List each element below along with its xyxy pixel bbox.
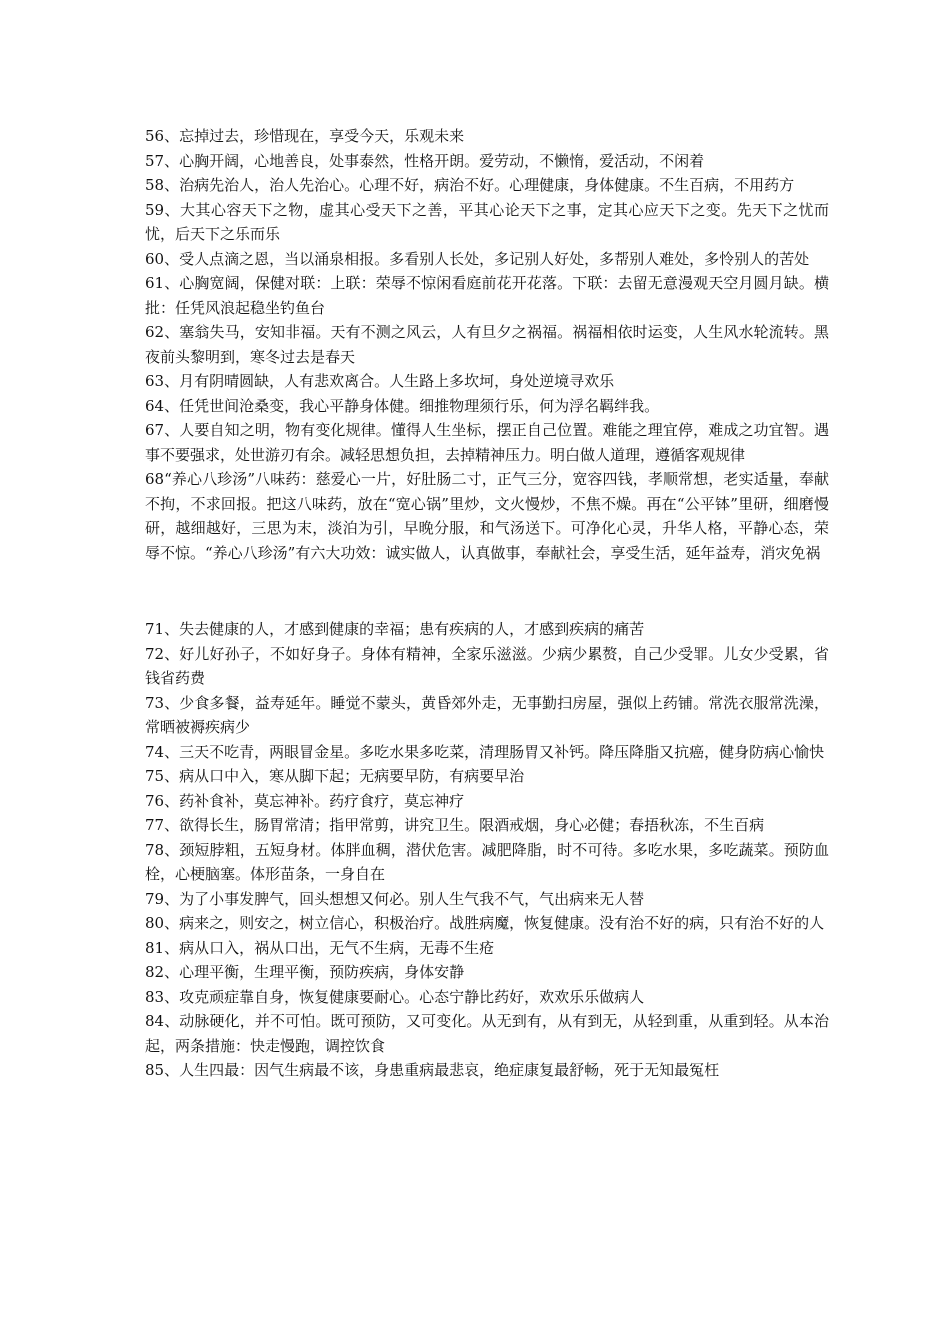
paragraph-73: 73、少食多餐，益寿延年。睡觉不蒙头，黄昏郊外走，无事勤扫房屋，强似上药铺。常洗衣服常洗澡，常晒被褥疾病少 [145,693,829,736]
paragraph-57: 57、心胸开阔，心地善良，处事泰然，性格开朗。爱劳动，不懒惰，爱活动，不闲着 [145,151,705,170]
paragraph-62: 62、塞翁失马，安知非福。天有不测之风云，人有旦夕之祸福。祸福相依时运变，人生风水轮流转。黑夜前头黎明到，寒冬过去是春天 [145,323,829,366]
paragraph-85: 85、人生四最：因气生病最不该，身患重病最悲哀，绝症康复最舒畅，死于无知最冤枉 [145,1061,720,1079]
paragraph-78: 78、颈短脖粗，五短身材。体胖血稠，潜伏危害。减肥降脂，时不可待。多吃水果，多吃蔬菜。预防血栓，心梗脑塞。体形苗条，一身自在 [145,840,829,883]
paragraph-72: 72、好儿好孙子，不如好身子。身体有精神，全家乐滋滋。少病少累赘，自己少受罪。儿女少受累，省钱省药费 [145,644,829,687]
paragraph-67: 67、人要自知之明，物有变化规律。懂得人生坐标，摆正自己位置。难能之理宜停，难成之功宜智。遇事不要强求，处世游刃有余。减轻思想负担，去掉精神压力。明白做人道理，遵循客观规律 [145,421,829,464]
paragraph-83: 83、攻克顽症靠自身，恢复健康要耐心。心态宁静比药好，欢欢乐乐做病人 [145,987,645,1006]
paragraph-68: 68“养心八珍汤”八味药：慈爱心一片，好肚肠二寸，正气三分，宽容四钱，孝顺常想，老实适量，奉献不拘，不求回报。把这八味药，放在“宽心锅”里炒，文火慢炒，不焦不燥。再在“公平钵”里研，细磨慢研，越细越好，三思为末，淡泊为引，早晚分服，和气汤送下。可净化心灵，升华人格，平静心态，荣辱不惊。“养心八珍汤”有六大功效：诚实做人，认真做事，奉献社会，享受生活，延年益寿，消灾免祸 [145,470,829,562]
paragraph-82: 82、心理平衡，生理平衡，预防疾病，身体安静 [145,963,465,981]
paragraph-64: 64、任凭世间沧桑变，我心平静身体健。细推物理须行乐，何为浮名羁绊我。 [145,396,660,415]
paragraph-84: 84、动脉硬化，并不可怕。既可预防，又可变化。从无到有，从有到无，从轻到重，从重到轻。从本治起，两条措施：快走慢跑，调控饮食 [145,1012,829,1055]
paragraph-59: 59、大其心容天下之物，虚其心受天下之善，平其心论天下之事，定其心应天下之变。先天下之忧而忧，后天下之乐而乐 [145,200,829,243]
paragraph-74: 74、三天不吃青，两眼冒金星。多吃水果多吃菜，清理肠胃又补钙。降压降脂又抗癌，健身防病心愉快 [145,742,825,761]
section-health-mind [145,124,829,565]
paragraph-76: 76、药补食补，莫忘神补。药疗食疗，莫忘神疗 [145,791,465,810]
document-page [145,124,829,1083]
paragraph-58: 58、治病先治人，治人先治心。心理不好，病治不好。心理健康，身体健康。不生百病，不用药方 [145,176,795,194]
paragraph-77: 77、欲得长生，肠胃常清；指甲常剪，讲究卫生。限酒戒烟，身心必健；春捂秋冻，不生百病 [145,816,765,834]
paragraph-61: 61、心胸宽阔，保健对联：上联：荣辱不惊闲看庭前花开花落。下联：去留无意漫观天空月圆月缺。横批：任凭风浪起稳坐钓鱼台 [145,274,829,317]
paragraph-71: 71、失去健康的人，才感到健康的幸福；患有疾病的人，才感到疾病的痛苦 [145,620,645,638]
paragraph-80: 80、病来之，则安之，树立信心，积极治疗。战胜病魔，恢复健康。没有治不好的病，只有治不好的人 [145,914,825,932]
paragraph-56: 56、忘掉过去，珍惜现在，享受今天，乐观未来 [145,127,465,145]
section-spacer [145,565,829,617]
paragraph-60: 60、受人点滴之恩，当以涌泉相报。多看别人长处，多记别人好处，多帮别人难处，多怜别人的苦处 [145,249,810,268]
paragraph-81: 81、病从口入，祸从口出，无气不生病，无毒不生疮 [145,938,495,957]
paragraph-63: 63、月有阴晴圆缺，人有悲欢离合。人生路上多坎坷，身处逆境寻欢乐 [145,372,615,390]
section-health-body [145,617,829,1083]
paragraph-79: 79、为了小事发脾气，回头想想又何必。别人生气我不气，气出病来无人替 [145,889,645,908]
paragraph-75: 75、病从口中入，寒从脚下起；无病要早防，有病要早治 [145,767,525,785]
